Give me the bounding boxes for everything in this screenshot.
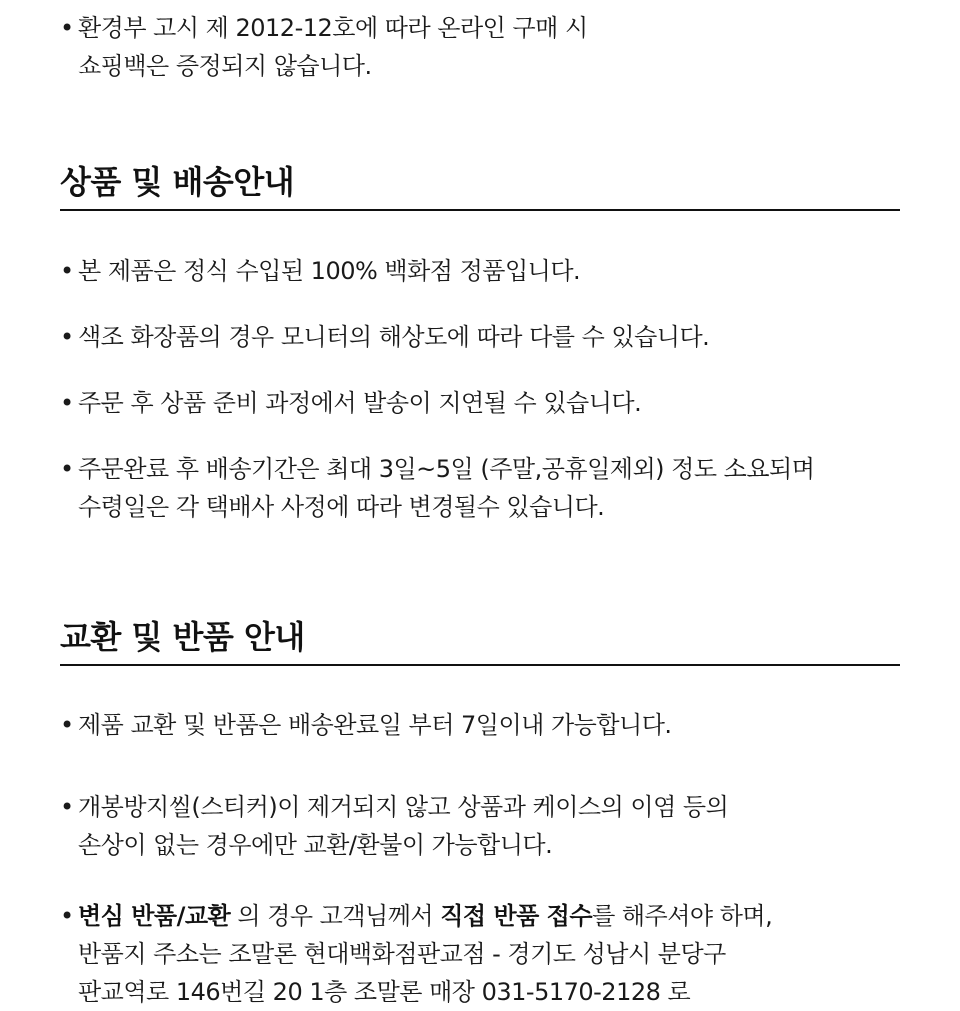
bullet-text	[60, 252, 900, 290]
returns-item	[60, 788, 900, 864]
bullet-line: 본 제품은 정식 수입된 100% 백화점 정품입니다.	[78, 257, 581, 285]
bullet-text	[60, 9, 900, 85]
bullet-text	[60, 318, 900, 356]
bullet-dot: •	[60, 389, 74, 417]
bullet-dot: •	[60, 14, 74, 42]
bullet-text	[60, 450, 900, 526]
shipping-section-title: 상품 및 배송안내	[60, 163, 295, 201]
bullet-line: 주문완료 후 배송기간은 최대 3일~5일 (주말,공휴일제외) 정도 소요되며	[78, 455, 815, 483]
shopping-bag-notice	[60, 9, 900, 85]
change-of-mind-label: 변심 반품/교환	[78, 902, 231, 930]
bullet-dot: •	[60, 711, 74, 739]
return-policy-item	[60, 897, 900, 1011]
shipping-item	[60, 450, 900, 526]
direct-return-label: 직접 반품 접수	[440, 902, 593, 930]
bullet-text	[60, 384, 900, 422]
bullet-text	[60, 788, 900, 864]
bullet-line: 주문 후 상품 준비 과정에서 발송이 지연될 수 있습니다.	[78, 389, 642, 417]
bullet-line: 색조 화장품의 경우 모니터의 해상도에 따라 다를 수 있습니다.	[78, 323, 710, 351]
shipping-item	[60, 252, 900, 290]
bullet-dot: •	[60, 902, 74, 930]
bullet-dot: •	[60, 455, 74, 483]
bullet-dot: •	[60, 323, 74, 351]
bullet-text	[60, 706, 900, 744]
bullet-line: 반품지 주소는 조말론 현대백화점판교점 - 경기도 성남시 분당구	[78, 940, 726, 968]
policy-text: 를 해주셔야 하며,	[592, 902, 773, 930]
bullet-line: 환경부 고시 제 2012-12호에 따라 온라인 구매 시	[78, 14, 588, 42]
policy-text: 의 경우 고객님께서	[230, 902, 441, 930]
bullet-line: 쇼핑백은 증정되지 않습니다.	[78, 52, 372, 80]
bullet-line: 제품 교환 및 반품은 배송완료일 부터 7일이내 가능합니다.	[78, 711, 672, 739]
returns-item	[60, 706, 900, 744]
bullet-line: 판교역로 146번길 20 1층 조말론 매장 031-5170-2128 로	[78, 978, 691, 1006]
shipping-item	[60, 384, 900, 422]
bullet-text	[60, 897, 900, 1011]
bullet-line	[78, 897, 900, 935]
shipping-item	[60, 318, 900, 356]
returns-section-title: 교환 및 반품 안내	[60, 618, 305, 656]
bullet-dot: •	[60, 257, 74, 285]
bullet-line: 수령일은 각 택배사 사정에 따라 변경될수 있습니다.	[78, 493, 605, 521]
bullet-dot: •	[60, 793, 74, 821]
bullet-line: 개봉방지씰(스티커)이 제거되지 않고 상품과 케이스의 이염 등의	[78, 793, 729, 821]
bullet-line: 손상이 없는 경우에만 교환/환불이 가능합니다.	[78, 831, 553, 859]
shipping-section-divider	[60, 209, 900, 211]
returns-section-divider	[60, 664, 900, 666]
